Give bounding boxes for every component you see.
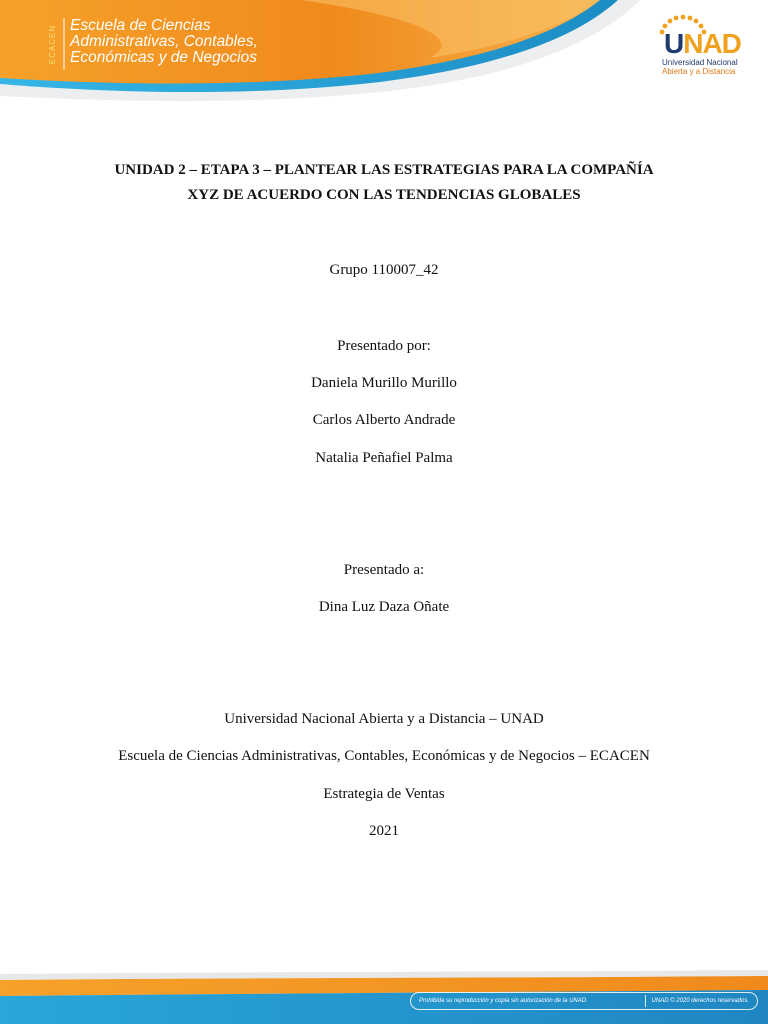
footer-notice: Prohibida su reproducción y copia sin autorización de la UNAD. bbox=[419, 998, 588, 1004]
school-name-line: Escuela de Ciencias bbox=[70, 17, 211, 34]
school-full-name: Escuela de Ciencias Administrativas, Contables, Económicas y de Negocios – ECACEN bbox=[118, 748, 650, 764]
document-title bbox=[60, 158, 708, 208]
year: 2021 bbox=[369, 823, 399, 839]
footer-banner bbox=[0, 966, 768, 1024]
footer-copyright-bar bbox=[410, 992, 758, 1010]
course-name: Estrategia de Ventas bbox=[323, 786, 445, 802]
presented-by-label: Presentado por: bbox=[337, 338, 431, 354]
title-line-2: XYZ DE ACUERDO CON LAS TENDENCIAS GLOBALES bbox=[187, 187, 581, 203]
unad-logo bbox=[656, 14, 752, 80]
author-name: Natalia Peñafiel Palma bbox=[315, 450, 453, 466]
unad-wordmark: UNAD bbox=[664, 28, 741, 59]
school-name-line: Administrativas, Contables, bbox=[70, 33, 258, 50]
author-name: Daniela Murillo Murillo bbox=[311, 375, 457, 391]
author-name: Carlos Alberto Andrade bbox=[312, 412, 456, 428]
header-banner bbox=[0, 0, 768, 130]
group-code: Grupo 110007_42 bbox=[329, 262, 439, 278]
tutor-name: Dina Luz Daza Oñate bbox=[318, 599, 450, 615]
footer-copyright: UNAD © 2020 derechos reservados. bbox=[651, 998, 749, 1004]
school-name bbox=[70, 18, 258, 66]
unad-subtitle: Universidad Nacional Abierta y a Distancia bbox=[662, 58, 738, 76]
school-name-line: Económicas y de Negocios bbox=[70, 49, 257, 66]
presented-to-label: Presentado a: bbox=[343, 562, 425, 578]
title-line-1: UNIDAD 2 – ETAPA 3 – PLANTEAR LAS ESTRATEGIAS PARA LA COMPAÑÍA bbox=[114, 162, 654, 178]
ecacen-vertical-tag: ECACEN bbox=[48, 24, 58, 64]
university-name: Universidad Nacional Abierta y a Distancia – UNAD bbox=[224, 711, 544, 727]
footer-divider bbox=[645, 995, 646, 1007]
